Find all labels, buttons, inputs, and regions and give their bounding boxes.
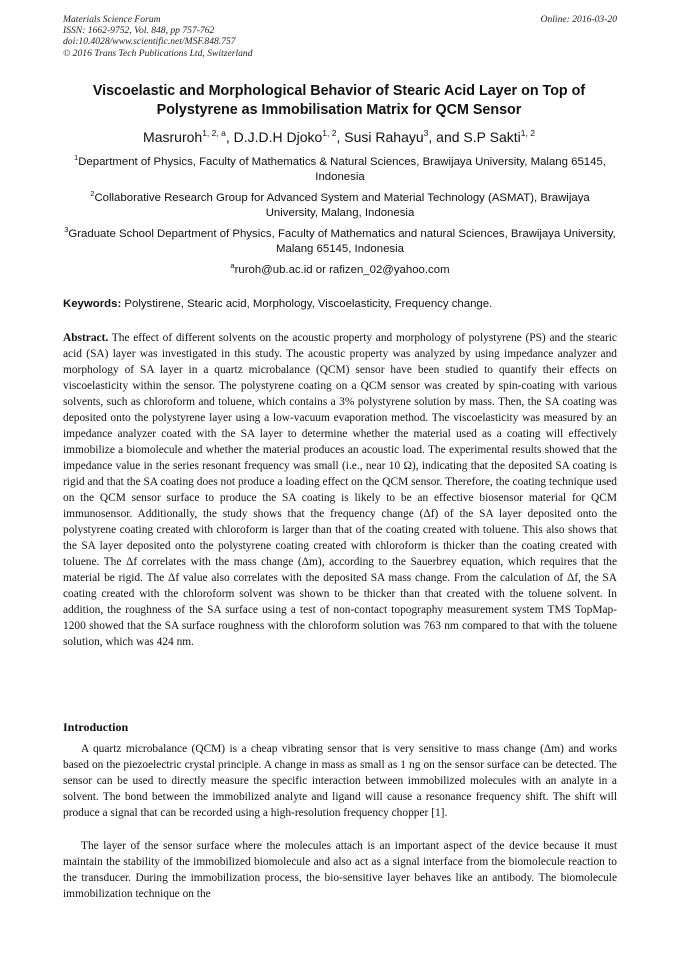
- author: Susi Rahayu$^3$, and: [344, 128, 464, 145]
- author-list: [40, 128, 638, 146]
- journal-header: [63, 14, 617, 59]
- abstract-label: Abstract.: [63, 332, 109, 344]
- intro-paragraph-1: A quartz microbalance (QCM) is a cheap vibrating sensor that is very sensitive to mass change (Δm) and works based on the piezoelectric crystal principle. A change in mass as small as 1 ng on the sensor surface can be detected. The sensor can be used to directly measure the specific interaction between immobilized molecules with an analyte in a solvent. The bond between the immobilized analyte and ligand will cause a resonance frequency shift. The shift will produce a signal that can be recorded using a high-resolution frequency chopper [1].: [63, 743, 617, 819]
- journal-name: Materials Science Forum: [63, 14, 161, 25]
- journal-issn: ISSN: 1662-9752, Vol. 848, pp 757-762: [63, 25, 215, 37]
- journal-doi: doi:10.4028/www.scientific.net/MSF.848.757: [63, 36, 236, 48]
- keywords-label: Keywords:: [63, 298, 122, 310]
- online-date: Online: 2016-03-20: [540, 14, 617, 25]
- affiliation-3: $^3$Graduate School Department of Physics, Faculty of Mathematics and natural Sciences, Brawijaya University, Malang 65145, Indonesia: [64, 225, 616, 255]
- journal-copyright: © 2016 Trans Tech Publications Ltd, Switzerland: [63, 47, 253, 59]
- affiliation-1: $^1$Department of Physics, Faculty of Mathematics & Natural Sciences, Brawijaya University, Malang 65145, Indonesia: [74, 153, 606, 183]
- keywords: [63, 297, 617, 312]
- intro-paragraph-2: The layer of the sensor surface where the molecules attach is an important aspect of the device because it must maintain the stability of the immobilized biomolecule and also act as a signal interface from the biomolecule reaction to the transducer. During the immobilization process, the bio-sensitive layer behaves like an antibody. The biomolecule immobilization technique on the: [63, 840, 617, 900]
- section-heading-introduction: Introduction: [63, 720, 129, 734]
- author: D.J.D.H Djoko$^{1, 2}$,: [233, 128, 345, 145]
- contact-email: $^a$ruroh@ub.ac.id or rafizen_02@yahoo.com: [230, 261, 450, 276]
- keywords-text: Polystirene, Stearic acid, Morphology, Viscoelasticity, Frequency change.: [121, 298, 493, 310]
- author: Masruroh$^{1, 2, a}$,: [143, 128, 234, 145]
- author: S.P Sakti$^{1, 2}$: [463, 128, 535, 145]
- abstract-text: The effect of different solvents on the acoustic property and morphology of polystyrene (PS) and the stearic acid (SA) layer was investigated in this study. The acoustic property was analyzed by using impedance analyzer and morphology of SA layer in a quartz microbalance (QCM) sensor have been studied to quantify their effects on viscoelasticity within the sensor. The polystyrene coating on a QCM sensor was created by spin-coating with various solvents, such as chloroform and toluene, which contains a 3% polystyrene solution by mass. Then, the SA coating was deposited onto the polystyrene layer using a low-vacuum evaporation method. The viscoelasticity was measured by an impedance analyzer coated with the SA layer to determine whether the material used as a coating will effectively immobilize a biomolecule and whether the material produces an acoustic load. The experimental results showed that the impedance value in the series resonant frequency was small (i.e., near 10 Ω), indicating that the deposited SA coating is rigid and that the SA coating does not produce a loading effect on the QCM sensor. Therefore, the coating technique used on the QCM sensor surface to produce the SA coating is likely to be an effective biosensor material for QCM immunosensor. Additionally, the study shows that the frequency change (Δf) of the SA layer deposited onto the polystyrene coating created with chloroform is larger than that of the coating created with toluene. This also shows that the SA layer deposited onto the polystyrene coating created with chloroform is thicker than the coating created with toluene. The Δf correlates with the mass change (Δm), according to the Sauerbrey equation, which requires that the material be rigid. The Δf value also correlates with the deposited SA mass change. From the calculation of Δf, the SA coating created with the chloroform solvent was shown to be thicker than that created with the toluene solvent. In addition, the roughness of the SA surface using a test of non-contact topography measurement system TMS TopMap-1200 showed that the SA surface roughness with the chloroform solution was 763 nm compared to that with the toluene solution, which was 424 nm.: [63, 332, 617, 648]
- paper-title: Viscoelastic and Morphological Behavior of Stearic Acid Layer on Top of Polystyrene as Immobilisation Matrix for QCM Sensor: [92, 83, 586, 118]
- affiliation-2: $^2$Collaborative Research Group for Advanced System and Material Technology (ASMAT), Brawijaya University, Malang, Indonesia: [90, 189, 590, 219]
- abstract: [63, 330, 617, 650]
